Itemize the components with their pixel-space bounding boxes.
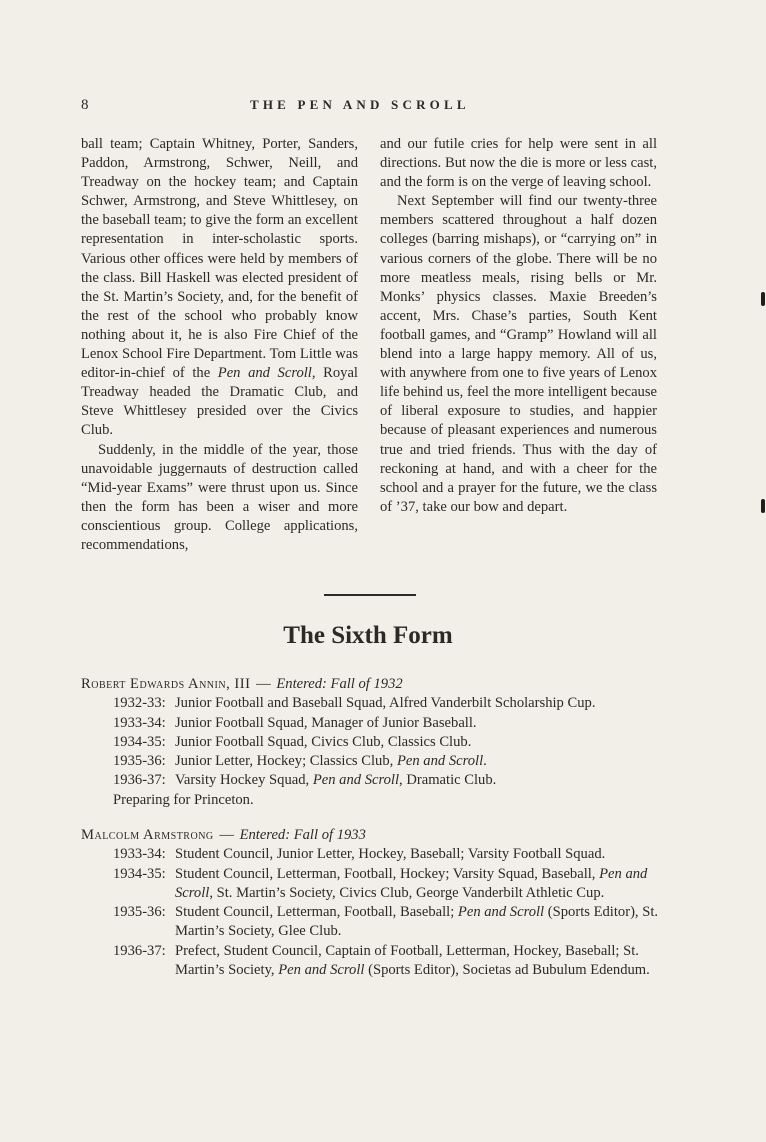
year-activities-end: .: [483, 753, 487, 770]
left-paragraph-1: [81, 135, 358, 441]
left-paragraph-1-end: , Royal Treadway headed the Dramatic Club, and Steve Whittlesey presided over the Civics Club.: [81, 365, 358, 439]
year-activities-wrap: [175, 752, 661, 771]
year-label: 1934-35:: [113, 865, 166, 882]
left-paragraph-2: Suddenly, in the middle of the year, those unavoidable juggernauts of destruction called “Mid-year Exams” were thrust upon us. Since then the form has been a wiser and more conscientious group. College applications, recommendations,: [81, 441, 358, 553]
entered-date: Entered: Fall of 1932: [276, 676, 403, 692]
left-column: [81, 135, 358, 555]
student-entry: [81, 826, 661, 980]
year-record: [81, 733, 661, 752]
year-activities: Junior Football Squad, Civics Club, Classics Club.: [175, 733, 472, 750]
year-activities: Junior Letter, Hockey; Classics Club,: [175, 753, 394, 770]
year-record: [81, 865, 661, 904]
year-activities: Prefect, Student Council, Captain of Football, Letterman, Hockey, Baseball; St. Martin’s Society,: [175, 942, 639, 979]
year-label: 1935-36:: [113, 904, 166, 921]
publication-title: Pen and Scroll: [175, 865, 648, 901]
running-head: THE PEN AND SCROLL: [250, 97, 470, 112]
publication-title: Pen and Scroll: [396, 753, 484, 770]
student-entry: [81, 675, 661, 810]
year-label: 1935-36:: [113, 753, 166, 770]
year-activities-wrap: [175, 865, 661, 904]
right-column: [380, 135, 657, 517]
entered-date: Entered: Fall of 1933: [239, 827, 366, 843]
publication-title: Pen and Scroll: [312, 772, 400, 789]
year-activities: Student Council, Junior Letter, Hockey, Baseball; Varsity Football Squad.: [175, 846, 606, 863]
publication-title: Pen and Scroll: [457, 904, 545, 921]
year-activities: Varsity Hockey Squad,: [175, 772, 310, 789]
section-divider: [324, 594, 416, 596]
year-activities-wrap: [175, 771, 661, 790]
section-title: The Sixth Form: [283, 622, 453, 649]
left-paragraph-1-the: the: [192, 365, 211, 382]
student-header: [81, 826, 661, 845]
year-record: [81, 694, 661, 713]
year-activities: Junior Football Squad, Manager of Junior Baseball.: [175, 714, 477, 731]
year-record: [81, 845, 661, 864]
year-record: [81, 903, 661, 942]
page-number: 8: [81, 97, 89, 113]
year-record: [81, 714, 661, 733]
year-label: 1933-34:: [113, 714, 166, 731]
year-activities-wrap: [175, 903, 661, 942]
year-label: 1936-37:: [113, 942, 166, 959]
year-activities-end: , St. Martin’s Society, Civics Club, George Vanderbilt Athletic Cup.: [209, 884, 605, 901]
year-activities-wrap: [175, 942, 661, 981]
publication-title: Pen and Scroll: [278, 962, 365, 979]
year-label: 1936-37:: [113, 772, 166, 789]
left-paragraph-1-text: ball team; Captain Whitney, Porter, Sanders, Paddon, Armstrong, Schwer, Neill, and Treadway on the hockey team; and Captain Schwer, Armstrong, and Steve Whittlesey, on the baseball team; to give the form an excellent representation in inter-scholastic sports. Various other offices were held by members of the class. Bill Haskell was elected president of the St. Martin’s Society, and, for the benefit of the rest of the school who probably know nothing about it, he is also Fire Chief of the Lenox School Fire Department. Tom Little was editor-in-chief of: [81, 136, 358, 382]
year-activities-end: , Dramatic Club.: [399, 772, 497, 789]
year-label: 1932-33:: [113, 695, 166, 712]
college-plan: Preparing for Princeton.: [113, 791, 254, 808]
year-record: [81, 771, 661, 790]
year-activities: Student Council, Letterman, Football, Hockey; Varsity Squad, Baseball,: [175, 865, 596, 882]
year-activities-end: (Sports Editor), Societas ad Bubulum Edendum.: [368, 962, 650, 979]
year-activities: Student Council, Letterman, Football, Baseball;: [175, 904, 455, 921]
year-record: [81, 942, 661, 981]
publication-title: Pen and Scroll: [217, 365, 312, 382]
year-label: 1933-34:: [113, 846, 166, 863]
year-record: [81, 752, 661, 771]
year-label: 1934-35:: [113, 733, 166, 750]
student-header: [81, 675, 661, 694]
margin-ink-mark: [761, 499, 765, 513]
right-paragraph-1: and our futile cries for help were sent in all directions. But now the die is more or less cast, and the form is on the verge of leaving school.: [380, 136, 657, 191]
dash: —: [219, 827, 234, 843]
dash: —: [256, 676, 271, 692]
margin-ink-mark: [761, 292, 765, 306]
year-activities-end: (Sports Editor), St. Martin’s Society, Glee Club.: [175, 904, 659, 940]
right-paragraph-2: Next September will find our twenty-three members scattered throughout a half dozen colleges (barring mishaps), or “carrying on” in various corners of the globe. There will be no more meatless meals, rising bells or Mr. Monks’ physics classes. Maxie Breeden’s accent, Mrs. Chase’s parties, South Kent football games, and “Gramp” Howland will all blend into a large happy memory. All of us, with anywhere from one to five years of Lenox life behind us, feel the more intelligent because of liberal exposure to studies, and happier because of pleasant experiences and numerous true and tried friends. Thus with the day of reckoning at hand, and with a cheer for the school and a prayer for the future, we the class of ’37, take our bow and depart.: [380, 193, 657, 515]
student-name: Robert Edwards Annin, III: [81, 676, 251, 692]
year-activities: Junior Football and Baseball Squad, Alfred Vanderbilt Scholarship Cup.: [175, 695, 596, 712]
student-name: Malcolm Armstrong: [81, 827, 214, 843]
